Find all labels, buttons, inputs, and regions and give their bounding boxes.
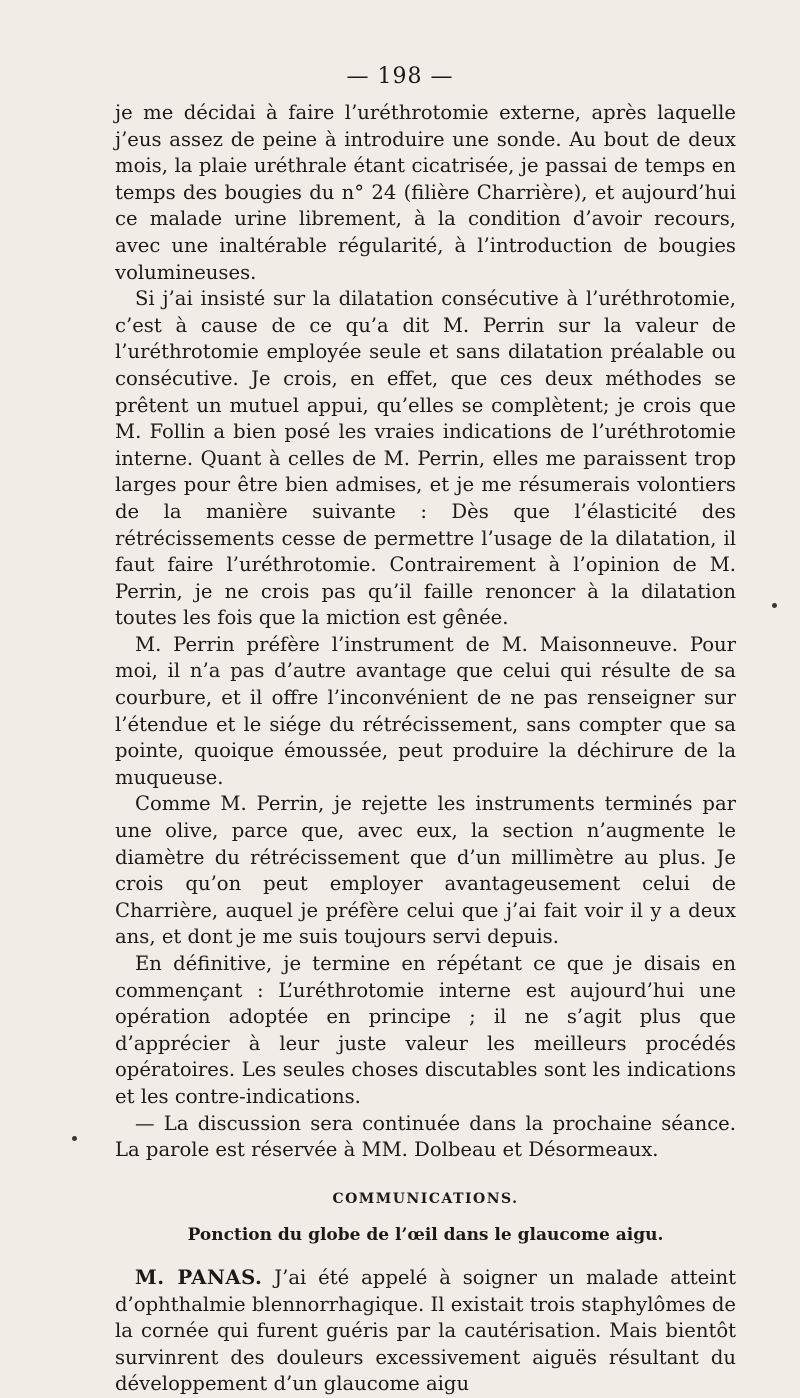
communication-text: J’ai été appelé à soigner un malade atteint d’ophthalmie blennorrhagique. Il existait trois staphylômes de la cornée qui furent guéris par la cautérisation. Mais bientôt survinrent des douleurs excessivement aiguës résultant du développement d’un glaucome aigu	[115, 1265, 736, 1396]
paragraph: Comme M. Perrin, je rejette les instruments terminés par une olive, parce que, avec eux, la section n’augmente le diamètre du rétrécissement que d’un millimètre au plus. Je crois qu’on peut employer avantageusement celui de Charrière, auquel je préfère celui que j’ai fait voir il y a deux ans, et dont je me suis toujours servi depuis.	[115, 792, 736, 949]
ink-speck	[772, 603, 777, 608]
page-number: — 198 —	[346, 64, 454, 89]
paragraph: Si j’ai insisté sur la dilatation consécutive à l’uréthrotomie, c’est à cause de ce qu’a dit M. Perrin sur la valeur de l’uréthrotomie employée seule et sans dilatation préalable ou consécutive. Je crois, en effet, que ces deux méthodes se prêtent un mutuel appui, qu’elles se complètent; je crois que M. Follin a bien posé les vraies indications de l’uréthrotomie interne. Quant à celles de M. Perrin, elles me paraissent trop larges pour être bien admises, et je me résumerais volontiers de la manière suivante : Dès que l’élasticité des rétrécissements cesse de permettre l’usage de la dilatation, il faut faire l’uréthrotomie. Contrairement à l’opinion de M. Perrin, je ne crois pas qu’il faille renoncer à la dilatation toutes les fois que la miction est gênée.	[115, 287, 736, 630]
paragraph: je me décidai à faire l’uréthrotomie externe, après laquelle j’eus assez de peine à introduire une sonde. Au bout de deux mois, la plaie uréthrale étant cicatrisée, je passai de temps en temps des bougies du n° 24 (filière Charrière), et aujourd’hui ce malade urine librement, à la condition d’avoir recours, avec une inaltérable régularité, à l’introduction de bougies volumineuses.	[115, 101, 736, 284]
speaker-name: M. PANAS.	[135, 1265, 263, 1289]
paragraph: — La discussion sera continuée dans la prochaine séance. La parole est réservée à MM. Dolbeau et Désormeaux.	[115, 1111, 736, 1162]
section-subheading: Ponction du globe de l’œil dans le glaucome aigu.	[187, 1225, 664, 1246]
paragraph: M. Perrin préfère l’instrument de M. Maisonneuve. Pour moi, il n’a pas d’autre avantage que celui qui résulte de sa courbure, et il offre l’inconvénient de ne pas renseigner sur l’étendue et le siége du rétrécissement, sans compter que sa pointe, quoique émoussée, peut produire la déchirure de la muqueuse.	[115, 632, 736, 789]
text-body	[115, 100, 736, 1398]
ink-speck	[72, 1136, 77, 1141]
paragraph: En définitive, je termine en répétant ce que je disais en commençant : L’uréthrotomie interne est aujourd’hui une opération adoptée en principe ; il ne s’agit plus que d’apprécier à leur juste valeur les meilleurs procédés opératoires. Les seules choses discutables sont les indications et les contre-indications.	[115, 952, 736, 1108]
communication-paragraph	[115, 1265, 736, 1398]
section-heading: COMMUNICATIONS.	[332, 1190, 519, 1207]
